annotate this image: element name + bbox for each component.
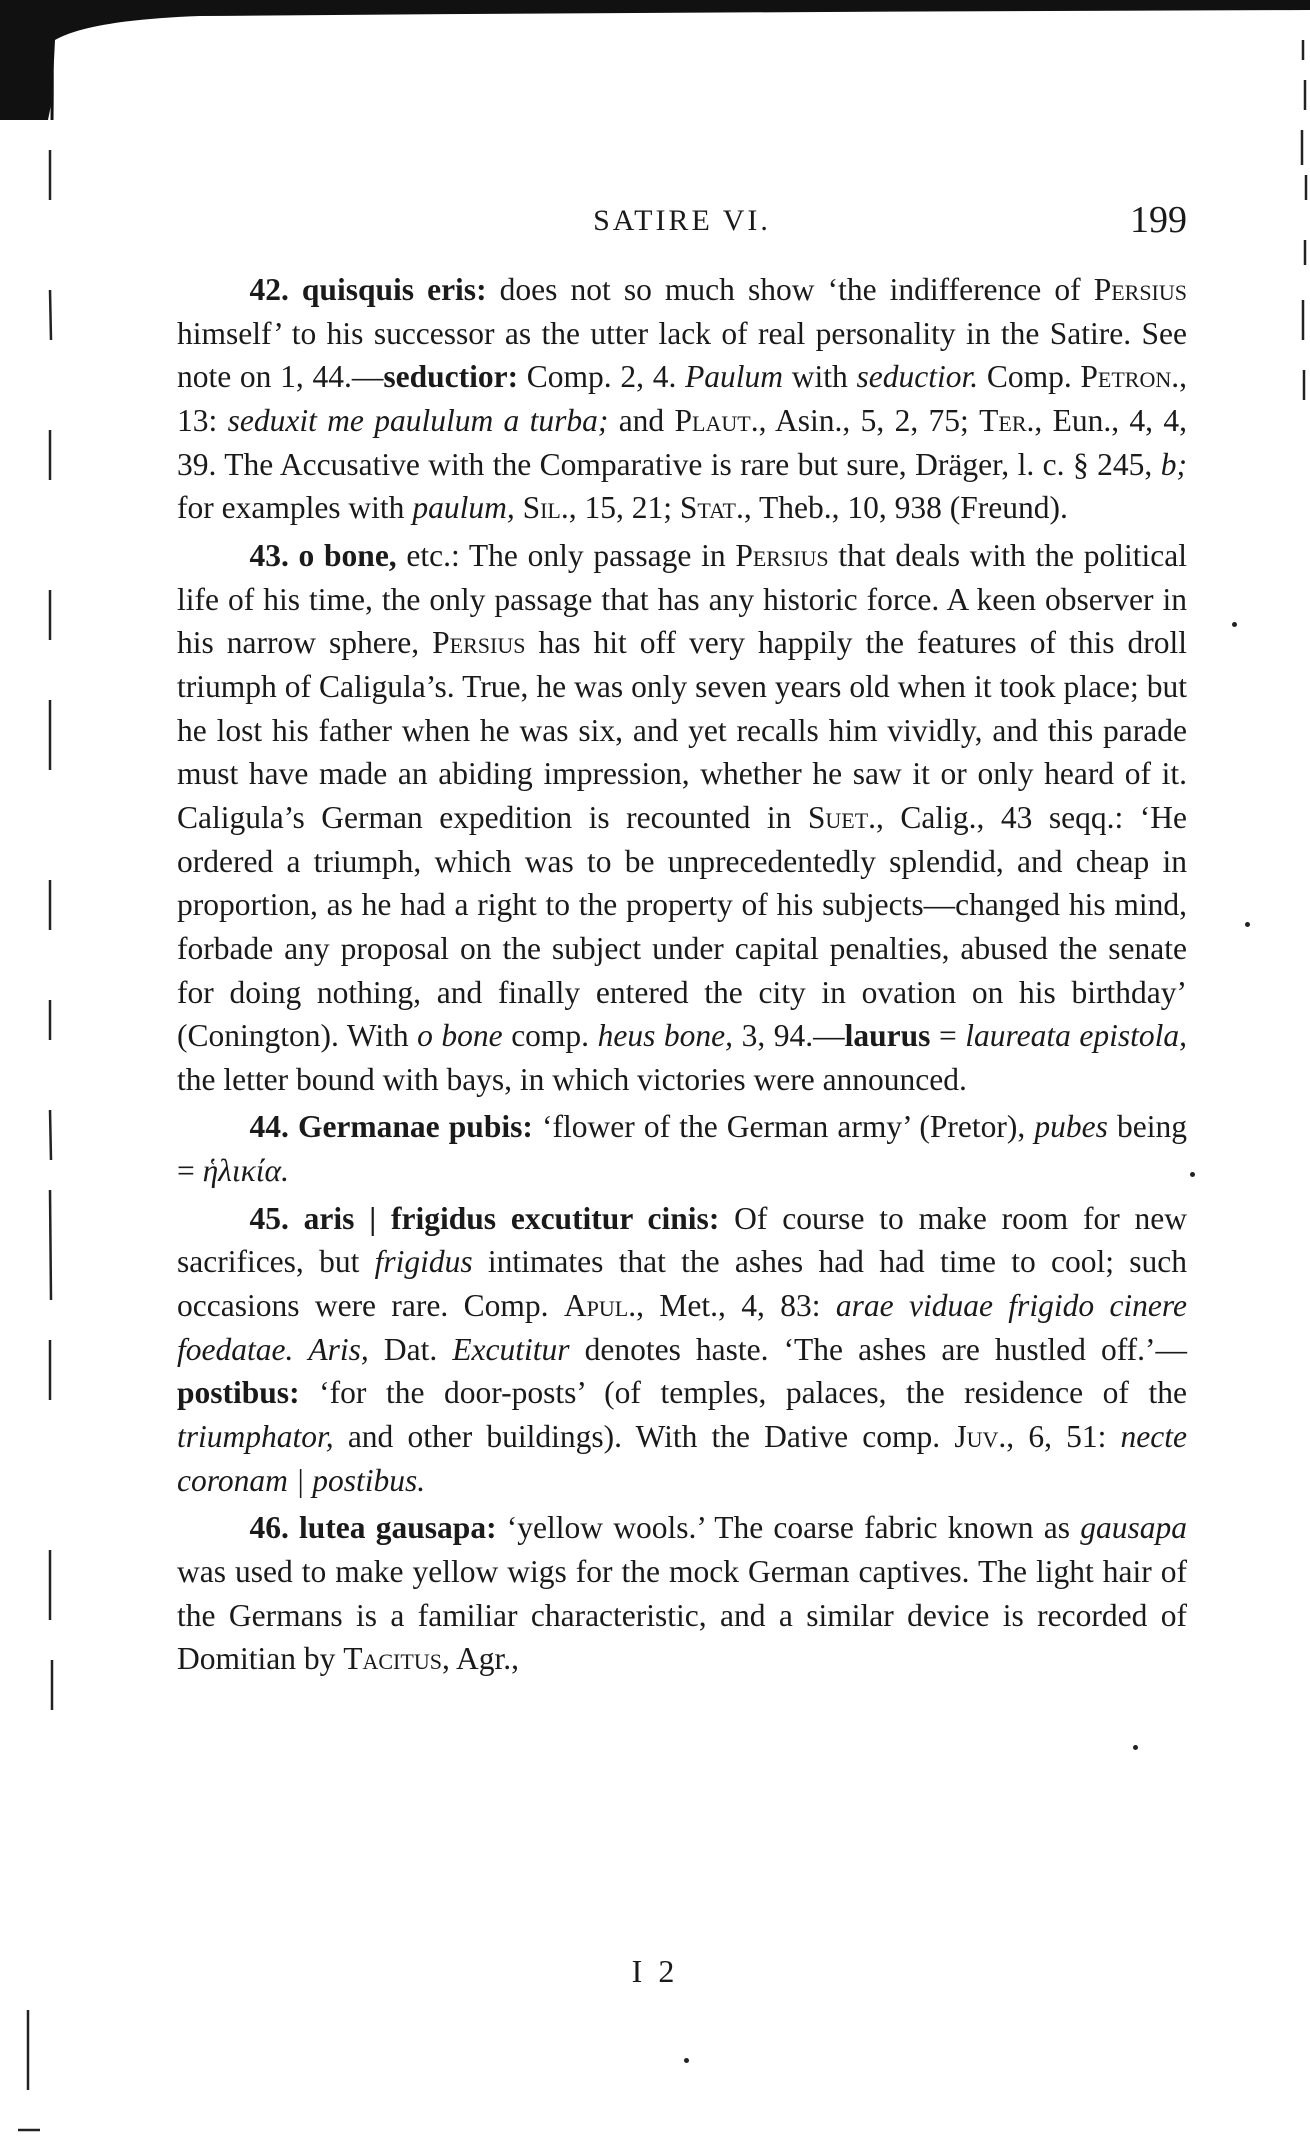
note-lemma: postibus:: [177, 1375, 320, 1411]
latin-citation: b;: [1160, 446, 1187, 482]
author-abbreviation: Tacitus: [343, 1641, 442, 1677]
note-text: with: [783, 359, 857, 395]
author-abbreviation: Persius: [432, 625, 526, 661]
author-abbreviation: Suet.: [807, 799, 877, 835]
note-text: , 6, 51:: [1006, 1419, 1121, 1455]
note-text: etc.: The only passage in: [406, 537, 736, 573]
note-lemma: 44. Germanae pubis:: [249, 1109, 542, 1145]
note-paragraph: [177, 268, 1187, 530]
note-text: , Eun., 4, 4, 39. The Accusative with the Comparative is rare but sure, Dräger, l. c. § 245,: [177, 402, 1187, 482]
note-text: and: [608, 402, 675, 438]
note-paragraph: [177, 1105, 1187, 1192]
latin-citation: pubes: [1034, 1109, 1108, 1145]
note-text: the letter bound with bays, in which victories were announced.: [177, 1061, 967, 1097]
note-text: , Theb., 10, 938 (Freund).: [743, 490, 1068, 526]
latin-citation: arae viduae frigido cinere foedatae.: [177, 1288, 1187, 1367]
latin-citation: gausapa: [1080, 1510, 1187, 1546]
latin-citation: Paulum: [685, 359, 784, 395]
latin-citation: laureata epistola,: [965, 1018, 1187, 1054]
note-text: denotes haste. ‘The ashes are hustled off.’—: [569, 1331, 1188, 1367]
latin-citation: o bone: [417, 1018, 503, 1054]
note-text: , 15, 21;: [568, 490, 680, 526]
note-text: [293, 1332, 308, 1367]
speck: [1245, 922, 1250, 927]
commentary-notes: [177, 268, 1187, 1681]
author-abbreviation: Persius: [735, 537, 829, 573]
latin-citation: Excutitur: [452, 1331, 570, 1367]
note-text: ‘flower of the German army’ (Pretor),: [541, 1109, 1035, 1145]
latin-citation: ἡλικία.: [202, 1153, 289, 1189]
note-text: , Agr.,: [441, 1641, 519, 1677]
author-abbreviation: Juv.: [954, 1419, 1007, 1455]
printer-signature: I 2: [631, 1953, 679, 1989]
author-abbreviation: Stat.: [679, 490, 744, 526]
speck: [684, 2058, 689, 2063]
note-lemma: 45. aris | frigidus excutitur cinis:: [249, 1200, 735, 1236]
note-text: that deals with the political life of his time, the only passage that has any historic force. A keen observer in his narrow sphere,: [177, 537, 1187, 661]
note-text: Dat.: [368, 1331, 453, 1367]
note-text: , Met., 4, 83:: [636, 1288, 836, 1324]
note-text: [515, 490, 523, 525]
speck: [1190, 1172, 1195, 1177]
latin-citation: heus bone,: [597, 1018, 734, 1054]
note-text: for examples with: [177, 490, 413, 526]
note-paragraph: [177, 1506, 1187, 1681]
speck: [1232, 622, 1237, 627]
latin-citation: seduxit me paululum a turba;: [227, 402, 609, 438]
note-lemma: 43. o bone,: [249, 537, 407, 573]
note-paragraph: [177, 534, 1187, 1102]
page-header: [177, 198, 1187, 248]
note-text: 3, 94.—: [733, 1018, 845, 1054]
note-text: was used to make yellow wigs for the mock German captives. The light hair of the Germans is a familiar characteristic, and a similar device is recorded of Domitian by: [177, 1554, 1187, 1677]
latin-citation: Aris,: [308, 1331, 369, 1367]
note-text: has hit off very happily the features of this droll triumph of Caligula’s. True, he was only seven years old when it took place; but he lost his father when he was six, and yet recalls him vividly, and this parade must have made an abiding impression, whether he saw it or only heard of it. Caligula’s German expedition is recounted in: [177, 625, 1187, 835]
author-abbreviation: Apul.: [563, 1288, 637, 1324]
note-paragraph: [177, 1197, 1187, 1503]
author-abbreviation: Ter.: [979, 402, 1035, 438]
speck: [1133, 1745, 1138, 1750]
running-title: SATIRE VI.: [593, 204, 771, 237]
note-lemma: laurus: [844, 1018, 931, 1054]
latin-citation: seductior.: [856, 359, 979, 395]
note-text: Comp. 2, 4.: [526, 359, 686, 395]
note-text: comp.: [502, 1018, 598, 1054]
latin-citation: necte coronam | postibus.: [177, 1419, 1187, 1498]
note-text: , Asin., 5, 2, 75;: [758, 402, 980, 438]
author-abbreviation: Petron.: [1080, 359, 1180, 395]
author-abbreviation: Sil.: [522, 490, 569, 526]
latin-citation: triumphator,: [177, 1419, 334, 1455]
note-text: , Calig., 43 seqq.: ‘He ordered a triumph, which was to be unprecedentedly splendid, and cheap in proportion, as he had a right to the property of his subjects—changed his mind, forbade any proposal on the subject under capital penalties, abused the senate for doing nothing, and finally entered the city in ovation on his birthday’ (Conington). With: [177, 799, 1187, 1054]
latin-citation: frigidus: [374, 1244, 473, 1280]
note-text: ‘yellow wools.’ The coarse fabric known as: [506, 1510, 1081, 1546]
note-lemma: 42. quisquis eris:: [249, 272, 500, 307]
note-text: , 13:: [177, 359, 1188, 438]
note-text: being =: [177, 1109, 1188, 1189]
note-text: himself’ to his successor as the utter lack of real personality in the Satire. See note on 1, 44.—: [177, 315, 1187, 395]
latin-citation: paulum,: [412, 490, 515, 526]
note-lemma: seductior:: [383, 359, 527, 395]
note-text: Comp.: [978, 359, 1081, 395]
note-text: ‘for the door-posts’ (of temples, palaces, the residence of the: [319, 1375, 1187, 1411]
note-text: =: [930, 1018, 966, 1054]
note-lemma: 46. lutea gausapa:: [249, 1510, 507, 1546]
note-text: does not so much show ‘the indifference of: [499, 272, 1094, 307]
author-abbreviation: Persius: [1093, 272, 1188, 307]
note-text: Of course to make room for new sacrifices, but: [177, 1200, 1187, 1280]
author-abbreviation: Plaut.: [674, 402, 759, 438]
page-number: 199: [1130, 199, 1187, 241]
note-text: and other buildings). With the Dative comp.: [333, 1419, 955, 1455]
note-text: intimates that the ashes had had time to cool; such occasions were rare. Comp.: [177, 1244, 1187, 1324]
